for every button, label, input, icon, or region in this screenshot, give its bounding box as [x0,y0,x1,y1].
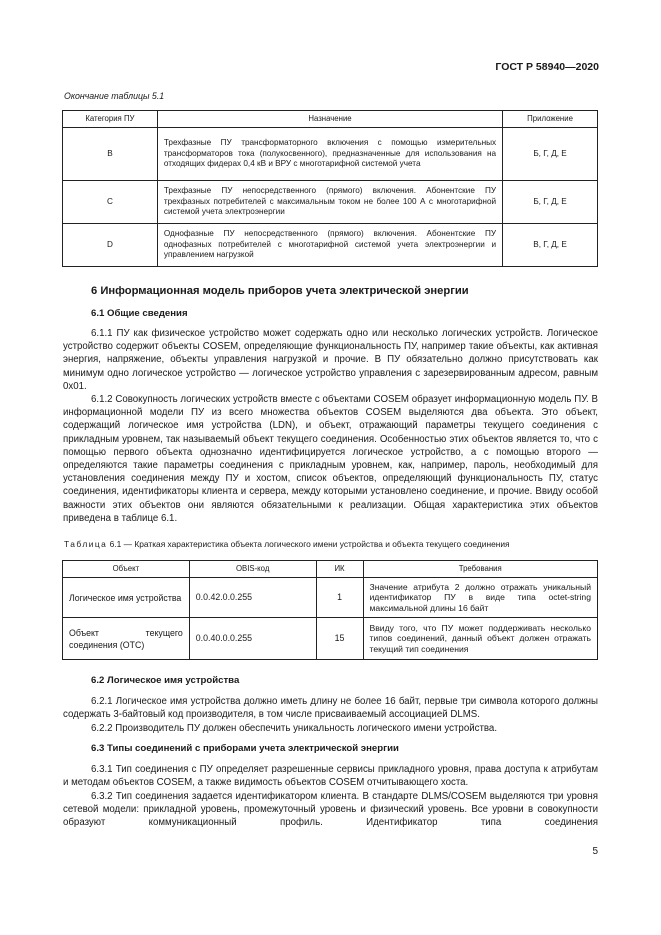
table-row [63,224,598,267]
column-header: Категория ПУ [63,111,158,128]
column-header: OBIS-код [189,561,316,578]
paragraph-6-1-2: 6.1.2 Совокупность логических устройств вместе с объектами COSEM образует информационную модель ПУ. В информационной модели ПУ из всего множества объектов COSEM выделяются два объекта. Это объект, содержащий логическое имя устройства (LDN), и объект, отражающий параметры текущего соединения с прикладным уровнем, так называемый объект текущего соединения. Особенностью этих объектов является то, что с помощью первого объекта однозначно идентифицируется логическое устройство, а с помощью второго — определяются такие параметры соединения с прикладным уровнем, как, например, пароль, необходимый для установления соединения между ПУ и хостом, список объектов, определяющий функциональность ПУ, статус соединения, идентификаторы клиента и сервера, между которыми установлено соединение, и прочие. Ввиду особой важности этих объектов они являются обязательными к реализации. Общая характеристика этих объектов приведена в таблице 6.1. [63,394,598,524]
purpose-cell: Трехфазные ПУ непосредственного (прямого) включения. Абонентские ПУ трехфазных потребителей с максимальным током не более 100 А с многотарифной системой учета электроэнергии [157,181,502,224]
table-caption: Окончание таблицы 5.1 [64,91,165,101]
paragraph-6-1-1: 6.1.1 ПУ как физическое устройство может содержать одно или несколько логических устройств. Логическое устройство содержит объекты COSEM, определяющие функциональность ПУ, например такие объекты, как активная энергия, напряжение, объекты управления нагрузкой и прочие. В ПУ обязательно должно присутствовать как минимум одно логическое устройство — логическое устройство управления с зарезервированным адресом, равным 0x01. [63,328,598,392]
appendix-cell: В, Г, Д, Е [503,224,598,267]
paragraph-6-3-2: 6.3.2 Тип соединения задается идентификатором клиента. В стандарте DLMS/COSEM выделяются три уровня сетевой модели: прикладной уровень, промежуточный уровень и физический уровень. Все уровни в совокупности образуют коммуникационный профиль. Идентификатор типа соединения [63,791,598,829]
table-row [63,181,598,224]
appendix-cell: Б, Г, Д, Е [503,128,598,181]
table-caption-label: Таблица [64,539,108,549]
subsection-heading: 6.2 Логическое имя устройства [91,675,240,686]
ic-cell: 1 [316,578,363,618]
column-header: Приложение [503,111,598,128]
purpose-cell: Однофазные ПУ непосредственного (прямого) включения. Абонентские ПУ однофазных потребителей с многотарифной системой учета электроэнергии и управлением нагрузкой [157,224,502,267]
obis-cell: 0.0.42.0.0.255 [189,578,316,618]
paragraph-6-2-2: 6.2.2 Производитель ПУ должен обеспечить уникальность логического имени устройства. [91,723,498,734]
requirements-cell: Значение атрибута 2 должно отражать уникальный идентификатор ПУ в виде типа octet-string максимальной длины 16 байт [363,578,598,618]
table-row [63,578,598,618]
column-header: ИК [316,561,363,578]
requirements-cell: Ввиду того, что ПУ может поддерживать несколько типов соединений, данный объект должен отражать текущий тип соединения [363,618,598,660]
table-6-1 [62,560,598,660]
ic-cell: 15 [316,618,363,660]
table-row [63,128,598,181]
appendix-cell: Б, Г, Д, Е [503,181,598,224]
subsection-heading: 6.1 Общие сведения [91,308,188,319]
subsection-heading: 6.3 Типы соединений с приборами учета электрической энергии [91,743,399,754]
category-cell: D [63,224,158,267]
column-header: Требования [363,561,598,578]
category-cell: В [63,128,158,181]
table-header-row [63,111,598,128]
obis-cell: 0.0.40.0.0.255 [189,618,316,660]
category-cell: С [63,181,158,224]
section-heading: 6 Информационная модель приборов учета электрической энергии [91,285,469,297]
table-5-1 [62,110,598,267]
column-header: Назначение [157,111,502,128]
column-header: Объект [63,561,190,578]
document-id: ГОСТ Р 58940—2020 [495,61,599,73]
page-number: 5 [592,846,598,857]
table-caption [64,539,510,549]
object-cell: Логическое имя устройства [63,578,190,618]
object-cell: Объект текущего соединения (ОТС) [63,618,190,660]
paragraph-6-2-1: 6.2.1 Логическое имя устройства должно иметь длину не более 16 байт, первые три символа которого должны содержать 3-байтовый код производителя, в том числе присваиваемый ассоциацией DLMS. [63,696,598,721]
paragraph-6-3-1: 6.3.1 Тип соединения с ПУ определяет разрешенные сервисы прикладного уровня, права доступа к атрибутам и методам объектов COSEM, а также видимость объектов COSEM отчитывающего хоста. [63,764,598,789]
table-caption-text: 6.1 — Краткая характеристика объекта логического имени устройства и объекта текущего соединения [109,539,510,549]
table-row [63,618,598,660]
table-header-row [63,561,598,578]
purpose-cell: Трехфазные ПУ трансформаторного включения с помощью измерительных трансформаторов тока (полукосвенного), предназначенные для использования на отходящих фидерах 0,4 кВ и ВРУ с многотарифной системой учета [157,128,502,181]
